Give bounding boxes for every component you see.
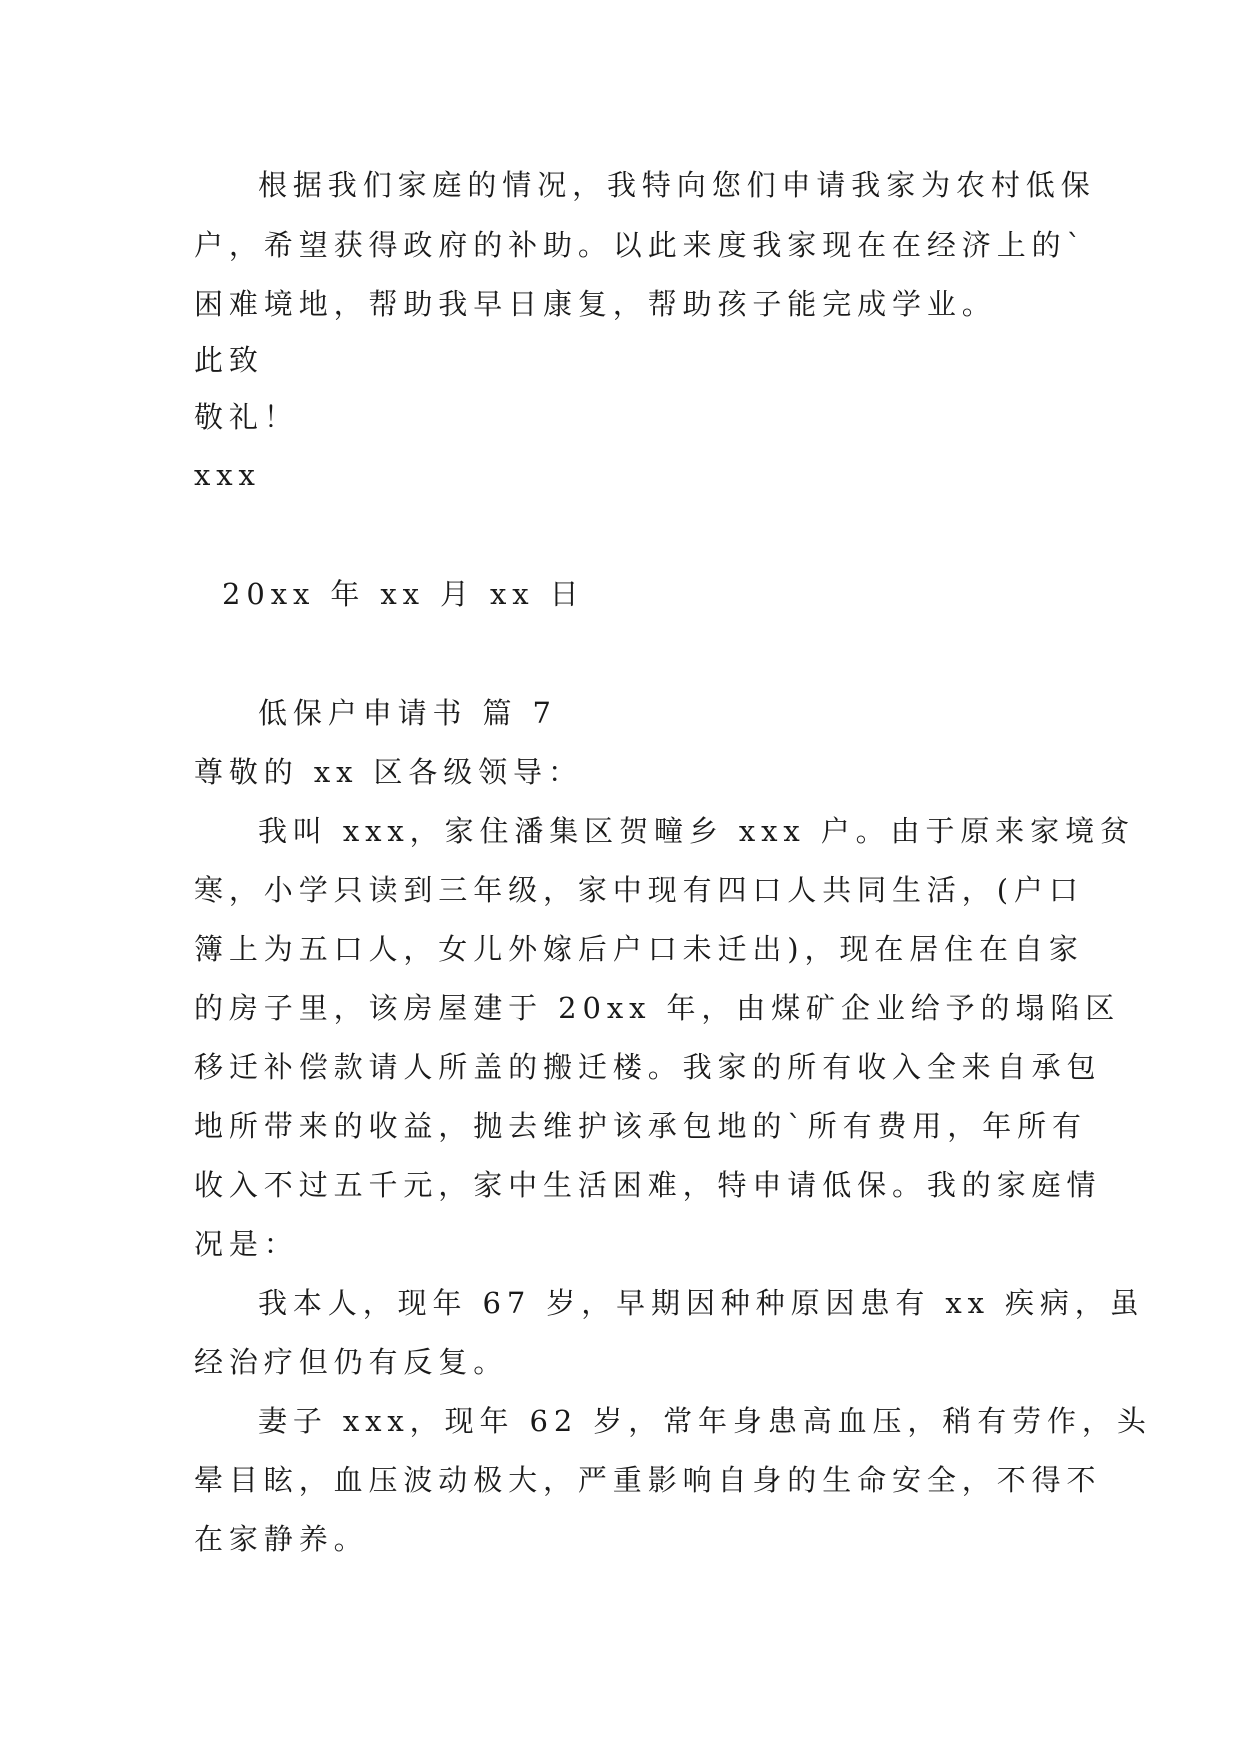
body-line-2: 寒，小学只读到三年级，家中现有四口人共同生活，(户口 (194, 873, 1084, 907)
body-line-5: 移迁补偿款请人所盖的搬迁楼。我家的所有收入全来自承包 (194, 1050, 1102, 1084)
wife-line-3: 在家静养。 (194, 1522, 369, 1556)
signature-name: xxx (194, 458, 261, 492)
signature-date: 20xx 年 xx 月 xx 日 (222, 577, 585, 611)
wife-line-1: 妻子 xxx，现年 62 岁，常年身患高血压，稍有劳作，头 (258, 1404, 1152, 1438)
body-line-8: 况是： (194, 1227, 299, 1261)
body-line-3: 簿上为五口人，女儿外嫁后户口未迁出)，现在居住在自家 (194, 932, 1084, 966)
body-line-1: 我叫 xxx，家住潘集区贺疃乡 xxx 户。由于原来家境贫 (258, 814, 1135, 848)
body-line-4: 的房子里，该房屋建于 20xx 年，由煤矿企业给予的塌陷区 (194, 991, 1121, 1025)
closing-cizhi: 此致 (194, 343, 264, 377)
self-line-2: 经治疗但仍有反复。 (194, 1345, 509, 1379)
paragraph-line-3: 困难境地，帮助我早日康复，帮助孩子能完成学业。 (194, 287, 997, 321)
paragraph-line-1: 根据我们家庭的情况，我特向您们申请我家为农村低保 (258, 168, 1096, 202)
wife-line-2: 晕目眩，血压波动极大，严重影响自身的生命安全，不得不 (194, 1463, 1102, 1497)
self-line-1: 我本人，现年 67 岁，早期因种种原因患有 xx 疾病，虽 (258, 1286, 1145, 1320)
body-line-6: 地所带来的收益，抛去维护该承包地的`所有费用，年所有 (194, 1109, 1087, 1143)
body-line-7: 收入不过五千元，家中生活困难，特申请低保。我的家庭情 (194, 1168, 1102, 1202)
salutation: 尊敬的 xx 区各级领导： (194, 755, 583, 789)
section-title: 低保户申请书 篇 7 (258, 696, 557, 730)
paragraph-line-2: 户，希望获得政府的补助。以此来度我家现在在经济上的` (194, 228, 1087, 262)
closing-jingli: 敬礼！ (194, 400, 299, 434)
